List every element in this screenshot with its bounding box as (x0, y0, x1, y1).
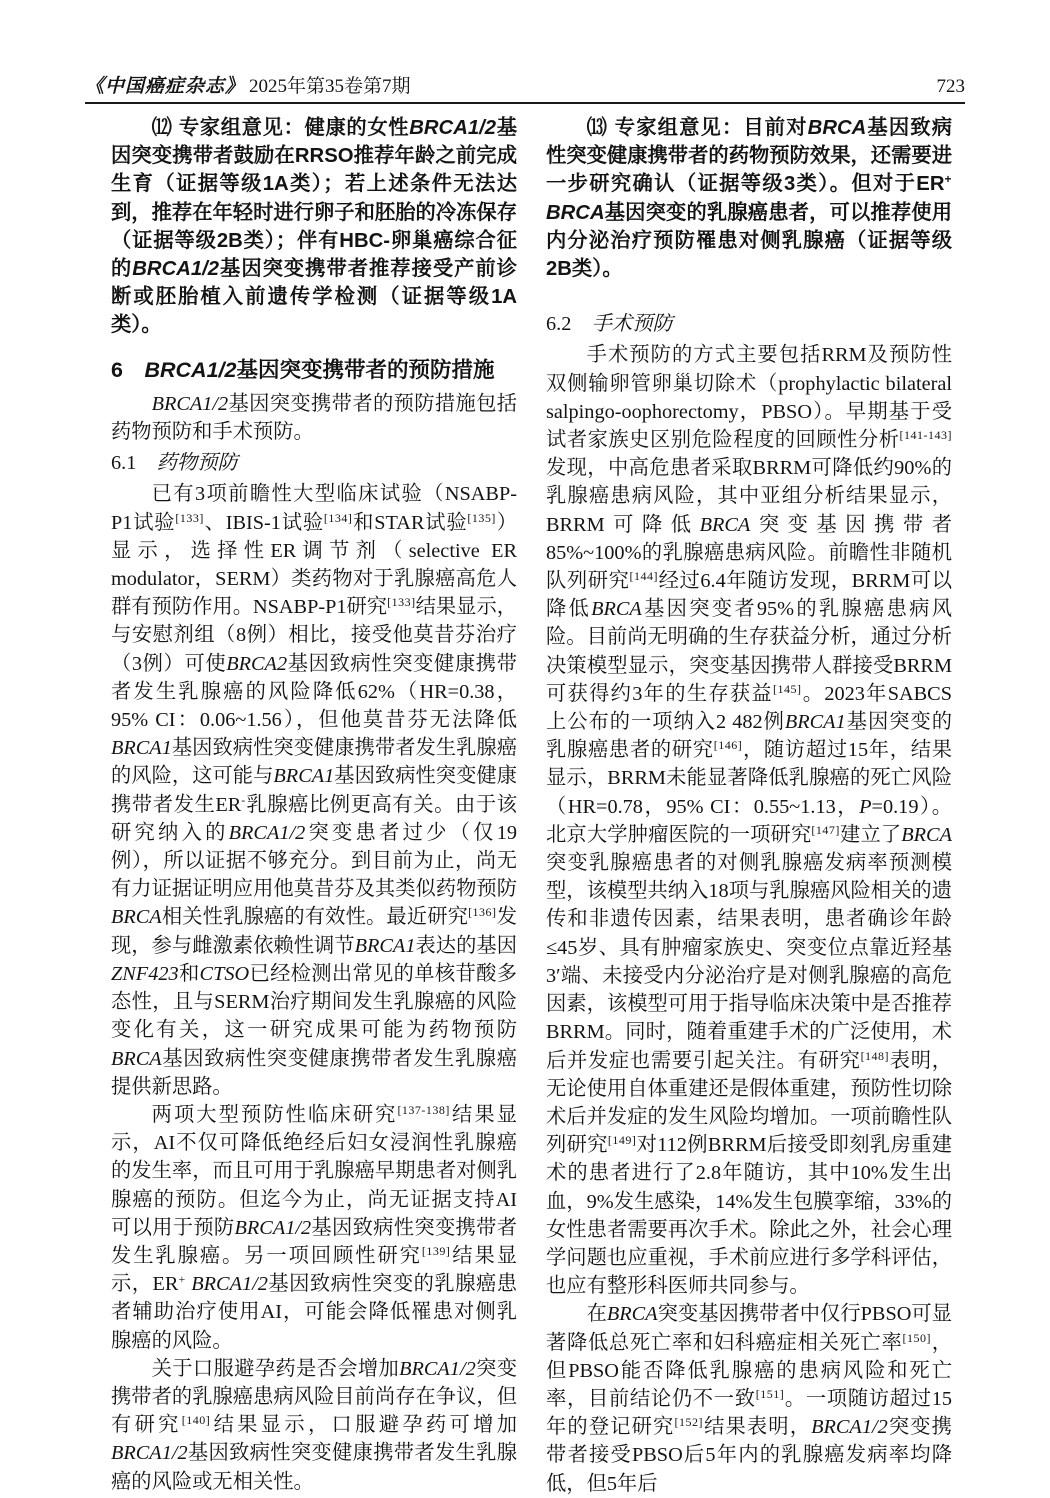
gene-name-italic: BRCA1/2 (399, 1357, 476, 1380)
text-run: 基因致病性突变健康携带者的药物预防效果，还需要进一步研究确认（证据等级3类）。但对于ER (546, 117, 952, 196)
text-run: 基因致病性突变健康携带者发生乳腺癌的风险，这可能与 (111, 737, 517, 788)
text-run: ⑿ 专家组意见：健康的女性 (151, 117, 410, 139)
text-run: ⒀ 专家组意见：目前对 (586, 117, 808, 139)
text-run: 发现，中高危患者采取BRRM可降低约90%的乳腺癌患病风险，其中亚组分析结果显示，BRRM可降低 (546, 457, 952, 536)
kai-heading-text: 手术预防 (591, 313, 673, 336)
text-run: 6.1 (111, 452, 157, 475)
text-run: 经过6.4年随访发现，BRRM可以降低 (546, 570, 952, 621)
text-run: 基因致病性突变的乳腺癌患者辅助治疗使用AI，可能会降低罹患对侧乳腺癌的风险。 (111, 1273, 517, 1352)
text-run: 已有3项前瞻性大型临床试验（NSABP-P1试验 (111, 483, 517, 534)
citation-ref: [133] (387, 595, 416, 610)
text-run: 突变基因携带者中仅行PBSO可显著降低总死亡率和妇科癌症相关死亡率 (546, 1303, 952, 1354)
gene-name-italic: BRCA1/2 (151, 392, 229, 415)
text-run: 基因突变携带者的预防措施 (236, 357, 495, 382)
gene-name-italic: BRCA1/2 (132, 258, 220, 281)
gene-name-italic: BRCA1/2 (191, 1273, 268, 1296)
gene-name-italic: BRCA (606, 1303, 658, 1326)
expert-opinion-12 (111, 114, 517, 340)
citation-ref: [135] (467, 510, 496, 525)
text-run: 表达的基因 (415, 934, 517, 957)
text-run: 突变携带者接受PBSO后5年内的乳腺癌发病率均降低，但5年后 (546, 1416, 952, 1495)
gene-name-italic: BRCA1 (354, 934, 416, 957)
citation-ref: [145] (773, 681, 802, 696)
citation-ref: [139] (421, 1243, 451, 1258)
superscript: - (241, 792, 246, 807)
kai-heading-text: 药物预防 (156, 452, 238, 475)
gene-name-italic: BRCA (699, 513, 751, 536)
text-run: 突变患者过少（仅19例），所以证据不够充分。到目前为止，尚无有力证据证明应用他莫昔芬及其类似药物预防 (111, 821, 517, 901)
text-run: 结果表明， (702, 1416, 812, 1439)
running-head-left (85, 76, 411, 98)
gene-name-italic: BRCA1/2 (409, 117, 497, 139)
gene-name-italic: BRCA (111, 906, 162, 929)
gene-name-italic: BRCA (546, 201, 605, 224)
text-run: ，但PBSO能否降低乳腺癌的患病风险和死亡率，目前结论仍不一致 (546, 1331, 952, 1410)
drug-prevention-paragraph-3 (111, 1355, 517, 1496)
superscript: + (944, 172, 952, 187)
text-run: 结果显示，口服避孕药可增加 (210, 1414, 517, 1437)
header-rule (85, 102, 965, 104)
drug-prevention-paragraph-2 (111, 1101, 517, 1355)
text-run: 表明，无论使用自体重建还是假体重建，预防性切除术后并发症的发生风险均增加。一项前瞻性队列研究 (546, 1049, 952, 1157)
citation-ref: [144] (629, 569, 659, 584)
section-6-1-heading (111, 449, 517, 477)
gene-name-italic: BRCA1 (111, 737, 172, 760)
citation-ref: [147] (811, 822, 840, 837)
text-run: 基因致病性突变携带者发生乳腺癌。另一项回顾性研究 (111, 1216, 517, 1267)
text-run: 基因突变携带者鼓励在RRSO推荐年龄之前完成生育（证据等级1A类）；若上述条件无法达到，推荐在年轻时进行卵子和胚胎的冷冻保存（证据等级2B类）；伴有HBC-卵巢癌综合征的 (111, 117, 517, 281)
surgical-prevention-paragraph-1 (546, 341, 952, 1300)
gene-name-italic: BRCA (901, 823, 952, 846)
citation-ref: [141-143] (899, 428, 952, 443)
citation-ref: [149] (607, 1133, 637, 1148)
citation-ref: [133] (175, 510, 204, 525)
section-6-2-heading (546, 310, 952, 338)
gene-name-italic: CTSO (199, 962, 250, 985)
text-run: 基因突变携带者的预防措施包括药物预防和手术预防。 (111, 392, 517, 444)
gene-name-italic: BRCA1/2 (234, 1216, 312, 1239)
gene-name-italic: BRCA2 (226, 652, 288, 675)
text-run: 结果显示，ER (111, 1244, 517, 1296)
citation-ref: [151] (755, 1386, 785, 1401)
text-run: 基因致病性突变健康携带者发生ER (111, 765, 517, 816)
text-run: 两项大型预防性临床研究 (151, 1103, 398, 1126)
text-run: 基因突变的乳腺癌患者的研究 (546, 711, 952, 762)
right-column (546, 114, 952, 1498)
gene-name-italic: BRCA1/2 (228, 821, 306, 844)
text-run: 突变乳腺癌患者的对侧乳腺癌发病率预测模型，该模型共纳入18项与乳腺癌风险相关的遗传和非遗传因素，结果表明，患者确诊年龄≤45岁、具有肿瘤家族史、突变位点靠近羟基3′端、未接受内分泌治疗是对侧乳腺癌的高危因素，该模型可用于指导临床决策中是否推荐BRRM。同时，随着重建手术的广泛使用，术后并发症也需要引起关注。有研究 (546, 852, 952, 1072)
text-run: 基因致病性突变健康携带者发生乳腺癌的风险降低62%（HR=0.38，95% CI：0.06~1.56），但他莫昔芬无法降低 (111, 652, 517, 732)
text-run: 关于口服避孕药是否会增加 (151, 1357, 400, 1380)
section-6-intro-paragraph (111, 390, 517, 446)
text-run: 乳腺癌比例更高有关。由于该研究纳入的 (111, 793, 517, 844)
text-run: 6 (111, 357, 145, 382)
gene-name-italic: BRCA1 (273, 765, 335, 788)
citation-ref: [148] (860, 1048, 890, 1063)
journal-title: 《中国癌症杂志》 (85, 76, 246, 97)
issue-info: 2025年第35卷第7期 (249, 76, 411, 97)
gene-name-italic: BRCA (807, 117, 867, 139)
text-run: 基因突变者95%的乳腺癌患病风险。目前尚无明确的生存获益分析，通过分析决策模型显示，突变基因携带人群接受BRRM可获得约3年的生存获益 (546, 598, 952, 705)
page-header (85, 76, 965, 98)
text-run: 已经检测出常见的单核苷酸多态性，且与SERM治疗期间发生乳腺癌的风险变化有关，这一研究成果可能为药物预防 (111, 962, 517, 1042)
text-run: 基因致病性突变健康携带者发生乳腺癌的风险或无相关性。 (111, 1442, 517, 1493)
page-number: 723 (936, 76, 965, 97)
text-run: ）显示，选择性ER调节剂（selective ER modulator，SERM）类药物对于乳腺癌高危人群有预防作用。NSABP-P1研究 (111, 511, 517, 619)
text-run: 手术预防的方式主要包括RRM及预防性双侧输卵管卵巢切除术（prophylactic bilateral salpingo-oophorectomy，PBSO）。早期基于受试者家族史区别危险程度的回顾性分析 (546, 344, 952, 452)
text-run: 相关性乳腺癌的有效性。最近研究 (161, 906, 469, 929)
gene-name-italic: ZNF423 (111, 962, 179, 985)
text-run: 。一项随访超过15年的登记研究 (546, 1387, 952, 1439)
citation-ref: [146] (713, 738, 743, 753)
text-run: 结果显示，AI不仅可降低绝经后妇女浸润性乳腺癌的发生率，而且可用于乳腺癌早期患者对侧乳腺癌的预防。但迄今为止，尚无证据支持AI可以用于预防 (111, 1103, 517, 1239)
citation-ref: [140] (181, 1413, 211, 1428)
text-run: 基因突变携带者推荐接受产前诊断或胚胎植入前遗传学检测（证据等级1A类）。 (111, 258, 517, 337)
citation-ref: [136] (468, 905, 497, 920)
text-run: =0.19）。北京大学肿瘤医院的一项研究 (546, 795, 952, 846)
text-run: 6.2 (546, 313, 592, 336)
gene-name-italic: BRCA1 (784, 711, 846, 734)
gene-name-italic: BRCA1/2 (144, 357, 237, 382)
text-run: 基因致病性突变健康携带者发生乳腺癌提供新思路。 (111, 1047, 517, 1098)
superscript: + (178, 1272, 186, 1287)
text-run: 突变基因携带者85%~100%的乳腺癌患病风险。前瞻性非随机队列研究 (546, 513, 952, 593)
text-run: 、IBIS-1试验 (203, 511, 324, 534)
citation-ref: [137-138] (397, 1102, 450, 1117)
gene-name-italic: BRCA (591, 598, 642, 621)
text-run: 在 (586, 1303, 607, 1326)
text-run: ，随访超过15年，结果显示，BRRM未能显著降低乳腺癌的死亡风险（HR=0.78，95% CI：0.55~1.13， (546, 739, 952, 818)
drug-prevention-paragraph-1 (111, 480, 517, 1100)
text-run: 。2023年SABCS上公布的一项纳入2 482例 (546, 682, 952, 734)
text-run: 和STAR试验 (352, 511, 468, 534)
text-run: 和 (178, 962, 200, 985)
text-run: 突变携带者的乳腺癌患病风险目前尚存在争议，但有研究 (111, 1357, 517, 1437)
text-run: 结果显示，与安慰剂组（8例）相比，接受他莫昔芬治疗（3例）可使 (111, 596, 518, 675)
citation-ref: [150] (902, 1330, 931, 1345)
surgical-prevention-paragraph-2 (546, 1300, 952, 1497)
gene-name-italic: BRCA1/2 (111, 1442, 188, 1465)
text-run: 建立了 (839, 823, 902, 846)
citation-ref: [134] (323, 510, 353, 525)
text-run: 对112例BRRM后接受即刻乳房重建术的患者进行了2.8年随访，其中10%发生出血，9%发生感染，14%发生包膜挛缩，33%的女性患者需要再次手术。除此之外，社会心理学问题也应重视，手术前应进行多学科评估，也应有整形科医师共同参与。 (546, 1134, 952, 1298)
gene-name-italic: BRCA (111, 1047, 162, 1070)
gene-name-italic: P (859, 795, 872, 818)
expert-opinion-13 (546, 114, 952, 283)
text-run: 基因突变的乳腺癌患者，可以推荐使用内分泌治疗预防罹患对侧乳腺癌（证据等级2B类）。 (546, 201, 952, 281)
gene-name-italic: BRCA1/2 (811, 1416, 888, 1439)
citation-ref: [152] (674, 1415, 703, 1430)
left-column (111, 114, 517, 1496)
text-run: 发现，参与雌激素依赖性调节 (111, 906, 517, 957)
section-6-heading (111, 356, 517, 384)
